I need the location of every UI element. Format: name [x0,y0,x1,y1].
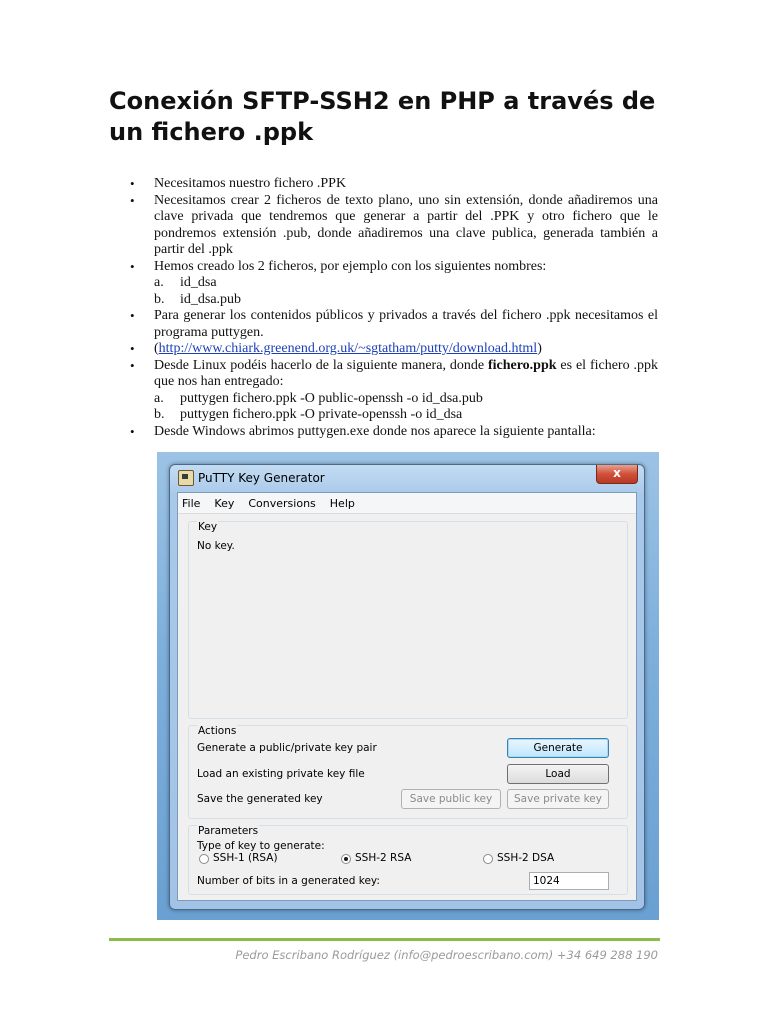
key-status-text: No key. [197,540,235,552]
key-group-label: Key [198,521,218,533]
radio-ssh2-rsa[interactable] [341,854,351,864]
generate-action-label: Generate a public/private key pair [197,742,377,754]
sub-list-letter: a. [154,390,164,406]
list-item-text: Hemos creado los 2 ficheros, por ejemplo con los siguientes nombres: [154,258,547,274]
save-private-key-button[interactable]: Save private key [507,789,609,809]
menu-key[interactable]: Key [214,496,235,510]
sub-list-text: puttygen fichero.ppk -O public-openssh -o id_dsa.pub [180,390,483,406]
paren-open: ( [154,341,159,356]
menu-file[interactable]: File [182,496,201,510]
key-type-label: Type of key to generate: [197,840,325,852]
window-client [177,492,637,901]
sub-list-item [154,275,658,292]
close-button[interactable] [596,465,638,484]
putty-download-link[interactable]: http://www.chiark.greenend.org.uk/~sgtatham/putty/download.html [158,341,538,356]
bits-label: Number of bits in a generated key: [197,875,380,887]
sub-list-text: id_dsa.pub [180,291,242,307]
sub-list-item [154,292,658,309]
bold-filename: fichero.ppk [487,357,557,373]
footer-rule [109,938,660,941]
paren-close: ) [537,341,542,356]
radio-ssh2-dsa-label: SSH-2 DSA [497,852,555,864]
list-item [130,176,658,193]
sub-list-item [154,407,658,424]
sub-list-item [154,391,658,408]
close-icon: x [613,466,621,480]
sub-list-text: id_dsa [180,275,217,290]
menu-help[interactable]: Help [329,496,355,510]
list-item [130,341,658,358]
save-public-key-button[interactable]: Save public key [401,789,501,809]
radio-ssh2-rsa-label: SSH-2 RSA [355,852,412,864]
sub-list-letter: b. [154,291,165,307]
load-button[interactable]: Load [507,764,609,784]
key-group [188,521,628,719]
list-item-text: Necesitamos crear 2 ficheros de texto plano, uno sin extensión, donde añadiremos una clave privada que tendremos que generar a partir del .PPK y otro fichero que le pondremos extensión .pub, donde añadiremos una clave publica, generada también a partir del .ppk [154,192,658,257]
window-title: PuTTY Key Generator [198,471,325,485]
parameters-group-label: Parameters [198,825,259,837]
parameters-group [188,825,628,895]
list-item-text: Necesitamos nuestro fichero .PPK [154,176,347,191]
menu-bar [178,493,636,514]
page-title: Conexión SFTP-SSH2 en PHP a través de un fichero .ppk [109,87,656,146]
actions-group-label: Actions [198,725,237,737]
sub-list [154,275,658,308]
radio-ssh1-rsa-label: SSH-1 (RSA) [213,852,278,864]
list-item-text: Para generar los contenidos públicos y privados a través del fichero .ppk necesitamos el programa puttygen. [154,308,658,340]
sub-list-text: puttygen fichero.ppk -O private-openssh -o id_dsa [180,407,463,422]
radio-ssh1-rsa[interactable] [199,854,209,864]
list-item [130,259,658,309]
list-item-text: Desde Linux podéis hacerlo de la siguiente manera, donde [154,357,488,373]
footer-text: Pedro Escribano Rodríguez (info@pedroescribano.com) +34 649 288 190 [235,948,658,962]
load-action-label: Load an existing private key file [197,768,365,780]
list-item [130,358,658,424]
puttygen-screenshot [157,452,659,920]
sub-list-letter: b. [154,407,165,422]
window-titlebar[interactable] [170,465,644,491]
generate-button[interactable]: Generate [507,738,609,758]
sub-list-letter: a. [154,275,164,290]
menu-conversions[interactable]: Conversions [248,496,316,510]
list-item-text: es el fichero .ppk que nos han entregado: [154,357,658,389]
sub-list [154,391,658,424]
radio-ssh2-dsa[interactable] [483,854,493,864]
bits-input[interactable]: 1024 [529,872,609,890]
save-action-label: Save the generated key [197,793,323,805]
actions-group [188,725,628,819]
list-item-text: Desde Windows abrimos puttygen.exe donde nos aparece la siguiente pantalla: [154,423,596,439]
body-list [130,176,658,440]
list-item [130,308,658,341]
list-item [130,424,658,441]
putty-app-icon [178,470,194,486]
putty-window [169,464,645,910]
list-item [130,193,658,259]
